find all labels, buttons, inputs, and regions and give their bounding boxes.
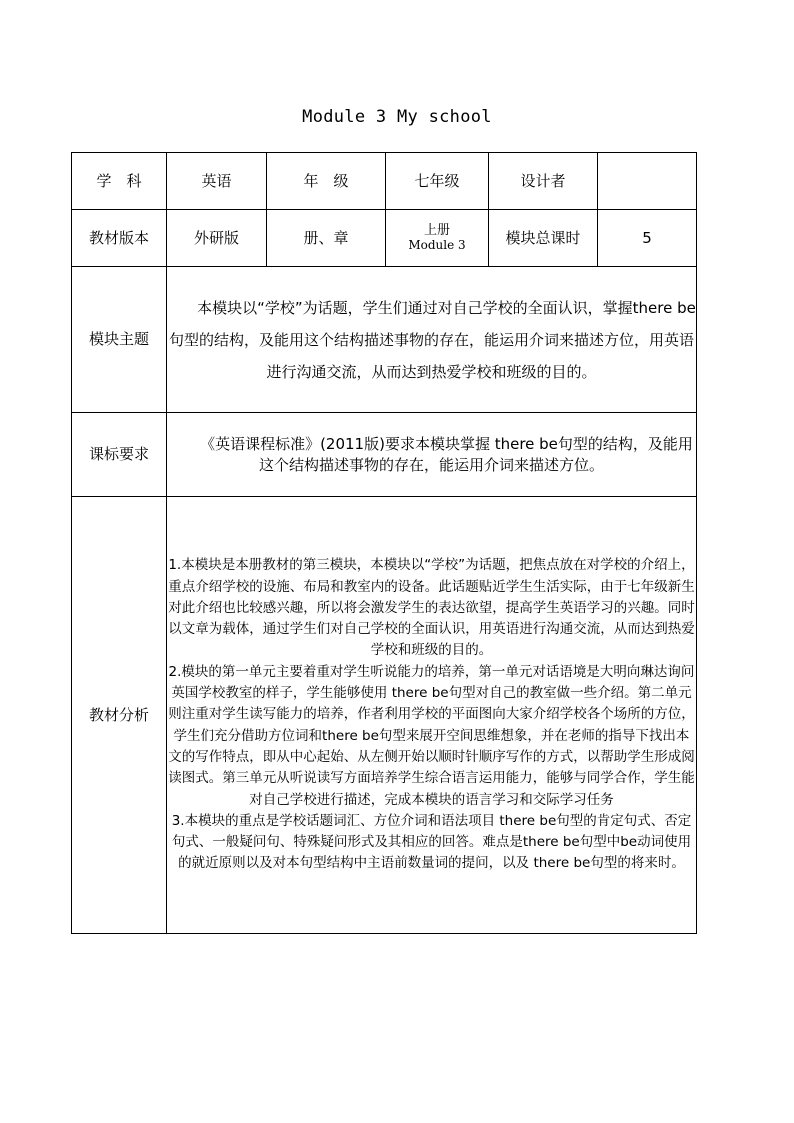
theme-text: 本模块以“学校”为话题，学生们通过对自己学校的全面认识，掌握there be句型的结构，及能用这个结构描述事物的存在，能运用介词来描述方位，用英语进行沟通交流，从而达到热爱学校和班级的目的。 xyxy=(168,298,696,381)
grade-value: 七年级 xyxy=(386,153,489,210)
hours-label: 模块总课时 xyxy=(489,210,598,267)
analysis-label: 教材分析 xyxy=(72,497,167,934)
designer-label: 设计者 xyxy=(489,153,598,210)
analysis-paragraph-1: 1.本模块是本册教材的第三模块，本模块以“学校”为话题，把焦点放在对学校的介绍上，重点介绍学校的设施、布局和教室内的设备。此话题贴近学生生活实际，由于七年级新生对此介绍也比较感兴趣，所以将会激发学生的表达欲望，提高学生英语学习的兴趣。同时以文章为载体，通过学生们对自己学校的全面认识，用英语进行沟通交流，从而达到热爱学校和班级的目的。 xyxy=(168,557,695,659)
designer-value xyxy=(598,153,697,210)
theme-text-cell xyxy=(167,267,697,413)
grade-label: 年 级 xyxy=(267,153,386,210)
standard-label: 课标要求 xyxy=(72,413,167,497)
analysis-paragraph-2: 2.模块的第一单元主要着重对学生听说能力的培养，第一单元对话语境是大明向琳达询问英国学校教室的样子，学生能够使用 there be句型对自己的教室做一些介绍。第二单元则注重对学生读写能力的培养，作者利用学校的平面图向大家介绍学校各个场所的方位，学生们充分借助方位词和there be句型来展开空间思维想象，并在老师的指导下找出本文的写作特点，即从中心起始、从左侧开始以顺时针顺序写作的方式，以帮助学生形成阅读图式。第三单元从听说读写方面培养学生综合语言运用能力，能够与同学合作，学生能对自己学校进行描述，完成本模块的语言学习和交际学习任务 xyxy=(168,663,695,808)
subject-value: 英语 xyxy=(167,153,267,210)
table-row-theme xyxy=(72,267,697,413)
page-title: Module 3 My school xyxy=(302,107,492,127)
analysis-paragraph-3: 3.本模块的重点是学校话题词汇、方位介词和语法项目 there be句型的肯定句式、否定句式、一般疑问句、特殊疑问形式及其相应的回答。难点是there be句型中be动词使用的就近原则以及对本句型结构中主语前数量词的提问，以及 there be句型的将来时。 xyxy=(171,812,692,872)
volume-value-line1: 上册 xyxy=(423,222,450,238)
table-row-standard xyxy=(72,413,697,497)
table-row-edition xyxy=(72,210,697,267)
standard-text: 《英语课程标准》(2011版)要求本模块掌握 there be句型的结构，及能用这个结构描述事物的存在，能运用介词来描述方位。 xyxy=(200,434,693,474)
table-row-subject xyxy=(72,153,697,210)
theme-label: 模块主题 xyxy=(72,267,167,413)
standard-text-cell xyxy=(167,413,697,497)
table-row-analysis xyxy=(72,497,697,934)
volume-value-line2: Module 3 xyxy=(408,238,466,253)
volume-value xyxy=(386,210,489,267)
edition-label: 教材版本 xyxy=(72,210,167,267)
lesson-plan-table xyxy=(71,152,697,934)
hours-value: 5 xyxy=(598,210,697,267)
subject-label: 学 科 xyxy=(72,153,167,210)
volume-label: 册、章 xyxy=(267,210,386,267)
analysis-text-cell xyxy=(167,497,697,934)
edition-value: 外研版 xyxy=(167,210,267,267)
